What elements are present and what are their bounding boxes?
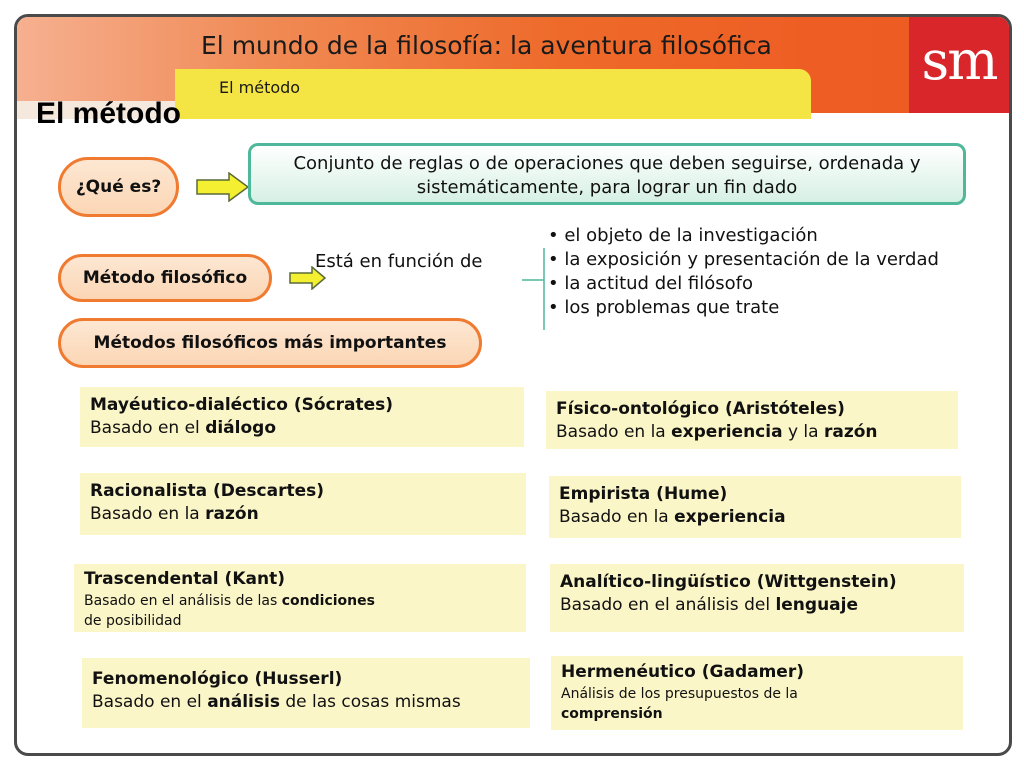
que-es-label: ¿Qué es? <box>75 177 162 197</box>
section-tab-label: El método <box>219 78 301 97</box>
list-item: • la exposición y presentación de la verdad <box>548 248 939 272</box>
metodo-filosofico-label: Método filosófico <box>82 268 248 288</box>
method-card-socrates <box>80 387 524 447</box>
method-card-husserl <box>82 658 530 728</box>
metodo-filosofico-oval <box>58 254 272 302</box>
method-card-wittgenstein <box>550 564 964 632</box>
method-desc-line2: de posibilidad <box>84 613 182 629</box>
que-es-oval <box>58 157 179 217</box>
method-title: Fenomenológico (Husserl) <box>92 669 343 689</box>
definition-line-2: sistemáticamente, para lograr un fin dado <box>416 177 798 198</box>
method-desc: Basado en la experiencia y la razón <box>556 422 878 442</box>
arrow-right-icon <box>195 172 251 202</box>
header-title: El mundo de la filosofía: la aventura filosófica <box>201 31 772 60</box>
method-desc-line2: comprensión <box>561 706 663 722</box>
list-item: • la actitud del filósofo <box>548 272 939 296</box>
method-card-aristoteles <box>546 391 958 449</box>
page-title: El método <box>36 97 182 130</box>
method-title: Racionalista (Descartes) <box>90 481 325 501</box>
method-card-kant <box>74 564 526 632</box>
method-desc: Análisis de los presupuestos de la <box>561 686 798 702</box>
method-desc: Basado en el análisis del lenguaje <box>560 595 859 615</box>
list-item: • el objeto de la investigación <box>548 224 939 248</box>
metodos-importantes-label: Métodos filosóficos más importantes <box>93 333 447 353</box>
definition-line-1: Conjunto de reglas o de operaciones que deben seguirse, ordenada y <box>293 153 921 174</box>
method-card-hume <box>549 476 961 538</box>
method-title: Físico-ontológico (Aristóteles) <box>556 399 845 419</box>
method-desc: Basado en la razón <box>90 504 259 524</box>
method-desc: Basado en el análisis de las cosas mismas <box>92 692 461 712</box>
list-item: • los problemas que trate <box>548 296 939 320</box>
bracket-connector <box>520 246 550 332</box>
method-title: Empirista (Hume) <box>559 484 728 504</box>
factors-list <box>548 224 939 320</box>
method-card-gadamer <box>551 656 963 730</box>
method-desc: Basado en el análisis de las condiciones <box>84 593 375 609</box>
relation-text: Está en función de <box>315 251 483 272</box>
method-title: Mayéutico-dialéctico (Sócrates) <box>90 395 394 415</box>
definition-box <box>248 143 966 205</box>
section-tab[interactable] <box>175 69 811 119</box>
method-title: Hermenéutico (Gadamer) <box>561 662 804 682</box>
method-desc: Basado en la experiencia <box>559 507 786 527</box>
metodos-importantes-oval <box>58 318 482 368</box>
sm-logo: sm <box>909 17 1009 113</box>
method-card-descartes <box>80 473 526 535</box>
method-title: Trascendental (Kant) <box>84 569 285 589</box>
method-desc: Basado en el diálogo <box>90 418 277 438</box>
method-title: Analítico-lingüístico (Wittgenstein) <box>560 572 897 592</box>
